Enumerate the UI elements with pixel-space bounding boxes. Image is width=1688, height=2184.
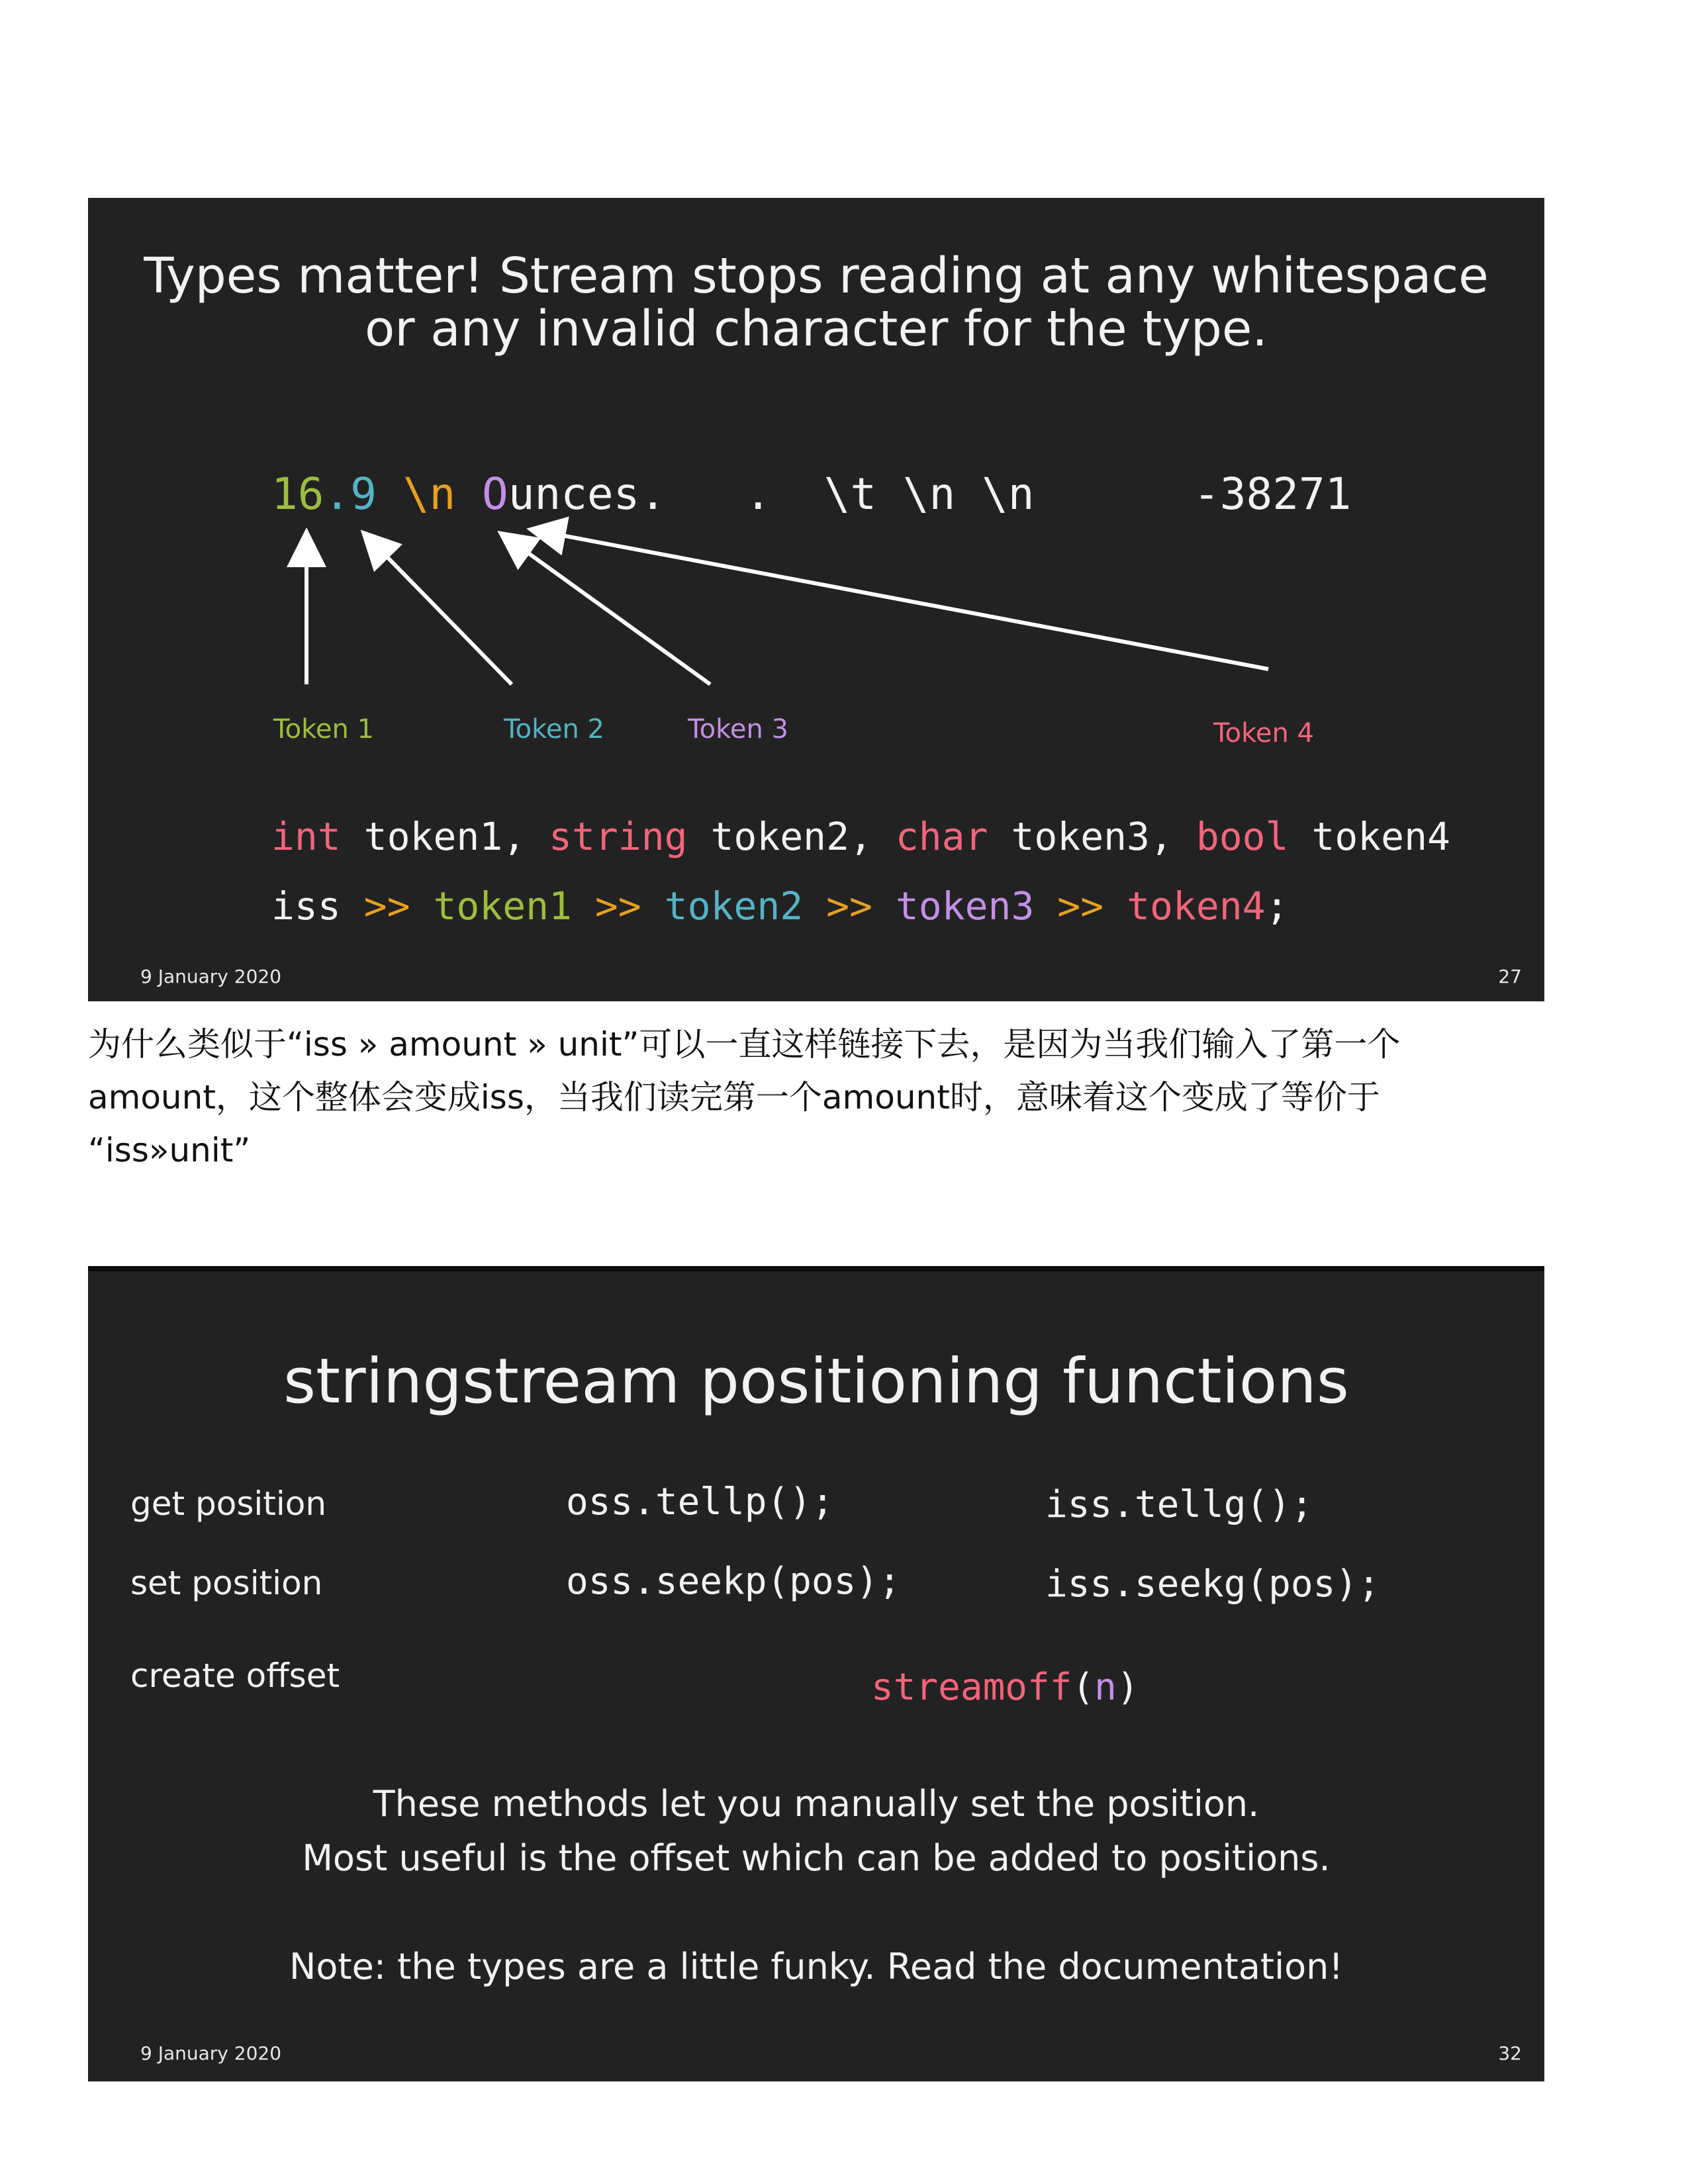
arrow-token2 <box>366 535 512 684</box>
row-label-create-offset: create offset <box>130 1657 340 1695</box>
note-paragraph <box>88 1018 1478 1177</box>
token3-char: O <box>481 469 508 520</box>
negative-number: -38271 <box>1194 469 1352 520</box>
token1-dot: . <box>324 469 351 520</box>
note-line-3: “iss»unit” <box>88 1131 251 1169</box>
row-label-set-position: set position <box>130 1564 323 1602</box>
title-line-2: or any invalid character for the type. <box>365 300 1268 357</box>
kw-char: char <box>895 814 988 859</box>
slide-date: 9 January 2020 <box>140 966 282 987</box>
iss-stream: iss <box>271 884 364 929</box>
explanation-line-1: These methods let you manually set the position. <box>373 1783 1260 1825</box>
dot-char: . <box>745 469 772 520</box>
explanation-line-2: Most useful is the offset which can be added to positions. <box>302 1837 1331 1879</box>
code-iss-seekg: iss.seekg(pos); <box>1045 1563 1380 1606</box>
declaration-line <box>271 813 1450 860</box>
token1-int-part: 16 <box>271 469 324 520</box>
note-line: Note: the types are a little funky. Read the documentation! <box>289 1946 1344 1987</box>
extract-op-2: >> <box>594 884 641 929</box>
label-token-4: Token 4 <box>1213 718 1314 749</box>
slide-date: 9 January 2020 <box>140 2042 282 2064</box>
slide-number: 27 <box>1498 966 1522 987</box>
paren-open: ( <box>1072 1666 1095 1709</box>
slide-number: 32 <box>1498 2042 1522 2064</box>
note-line-1: 为什么类似于“iss » amount » unit”可以一直这样链接下去，是因为当我们输入了第一个 <box>88 1025 1401 1064</box>
slide-title: stringstream positioning functions <box>283 1345 1349 1418</box>
explanation-paragraph <box>88 1777 1544 1886</box>
code-oss-seekp: oss.seekp(pos); <box>566 1560 901 1603</box>
code-streamoff <box>871 1666 1139 1709</box>
semicolon: ; <box>1265 884 1289 929</box>
remaining-word: unces. <box>508 469 667 520</box>
label-token-2: Token 2 <box>504 714 604 745</box>
extract-op-3: >> <box>826 884 872 929</box>
read-token4: token4 <box>1127 884 1266 929</box>
note-line-2: amount，这个整体会变成iss，当我们读完第一个amount时，意味着这个变成了等价于 <box>88 1078 1380 1116</box>
whitespace-escapes: \t \n \n <box>823 469 1035 520</box>
title-line-1: Types matter! Stream stops reading at any whitespace <box>144 248 1489 304</box>
extract-op-4: >> <box>1057 884 1104 929</box>
read-token2: token2 <box>664 884 804 929</box>
code-iss-tellg: iss.tellg(); <box>1045 1483 1313 1526</box>
fn-streamoff: streamoff <box>871 1666 1072 1709</box>
code-oss-tellp: oss.tellp(); <box>566 1480 834 1524</box>
var-token1: token1, <box>340 814 549 859</box>
kw-bool: bool <box>1196 814 1289 859</box>
label-token-3: Token 3 <box>688 714 788 745</box>
slide-positioning-functions <box>88 1266 1544 2081</box>
var-token3: token3, <box>988 814 1196 859</box>
label-token-1: Token 1 <box>273 714 374 745</box>
arrow-token4 <box>534 530 1268 669</box>
extract-op-1: >> <box>363 884 410 929</box>
arg-n: n <box>1094 1666 1117 1709</box>
kw-string: string <box>549 814 688 859</box>
paren-close: ) <box>1116 1666 1139 1709</box>
slide-types-matter <box>88 198 1544 1001</box>
row-label-get-position: get position <box>130 1484 327 1523</box>
kw-int: int <box>271 814 341 859</box>
read-token1: token1 <box>433 884 572 929</box>
var-token4: token4 <box>1288 814 1450 859</box>
token-arrows <box>88 198 1544 1001</box>
token2-digit: 9 <box>350 469 377 520</box>
var-token2: token2, <box>687 814 896 859</box>
extraction-line <box>271 883 1289 929</box>
newline-escape: \n <box>402 469 456 520</box>
read-token3: token3 <box>895 884 1035 929</box>
